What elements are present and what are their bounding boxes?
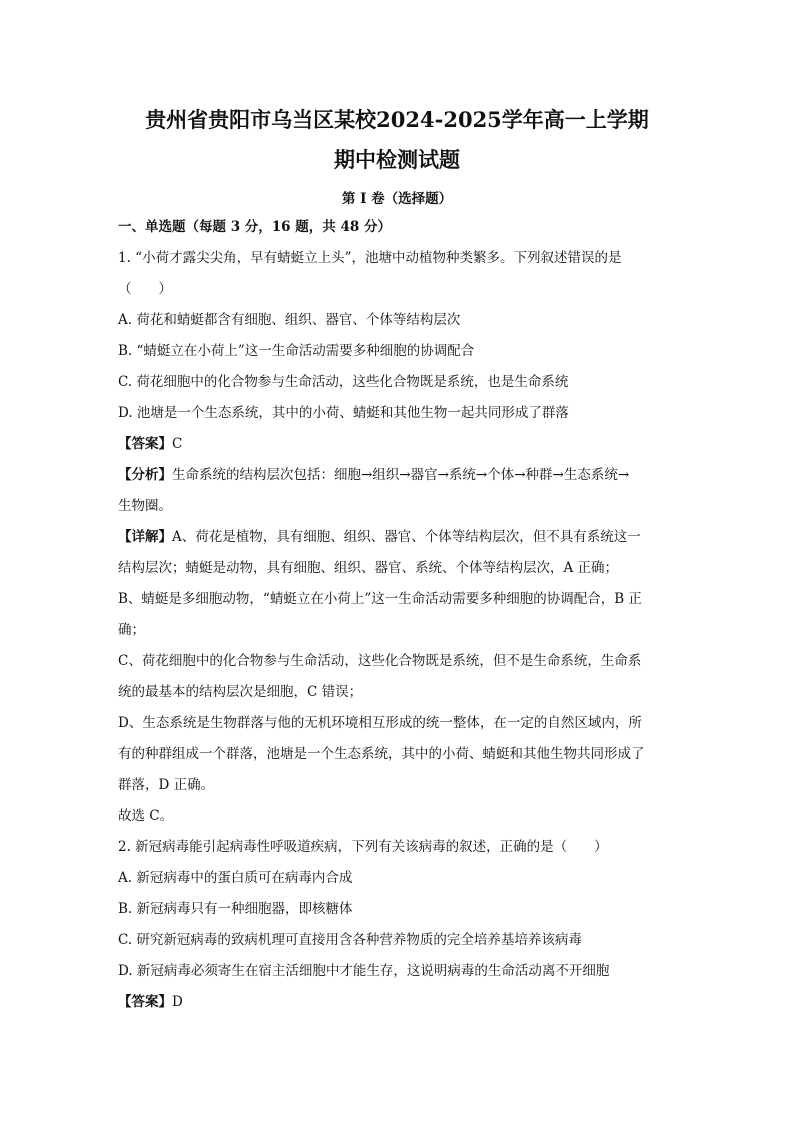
q1-answer (118, 429, 676, 460)
answer-value: C (172, 436, 183, 452)
q1-detail-line5: C、荷花细胞中的化合物参与生命活动，这些化合物既是系统，但不是生命系统，生命系 (118, 653, 642, 669)
q1-detail-line7: D、生态系统是生物群落与他的无机环境相互形成的统一整体，在一定的自然区域内，所 (118, 715, 642, 731)
answer-tag: 【答案】 (118, 994, 172, 1010)
q2-stem: 2. 新冠病毒能引起病毒性呼吸道疾病，下列有关该病毒的叙述，正确的是（ ） (118, 839, 608, 855)
q1-detail-line1 (118, 522, 676, 553)
q2-option-d: D. 新冠病毒必须寄生在宿主活细胞中才能生存，这说明病毒的生命活动离不开细胞 (118, 963, 610, 979)
q1-stem-line2: （ ） (118, 281, 172, 297)
q1-detail-line9: 群落，D 正确。 (118, 777, 215, 793)
detail-tag: 【详解】 (118, 529, 172, 545)
q1-option-d: D. 池塘是一个生态系统，其中的小荷、蜻蜓和其他生物一起共同形成了群落 (118, 405, 569, 421)
question-2 (118, 832, 676, 1018)
q1-detail-line3: B、蜻蜓是多细胞动物，“蜻蜓立在小荷上”这一生命活动需要多种细胞的协调配合，B 正 (118, 591, 642, 607)
q1-stem-line1: 1. “小荷才露尖尖角，早有蜻蜓立上头”，池塘中动植物种类繁多。下列叙述错误的是 (118, 250, 622, 266)
q1-analysis-line2: 生物圈。 (118, 498, 172, 514)
q1-detail-line6: 统的最基本的结构层次是细胞，C 错误； (118, 684, 363, 700)
part-heading: 一、单选题（每题 3 分，16 题，共 48 分） (118, 219, 391, 235)
q1-detail-line8: 有的种群组成一个群落，池塘是一个生态系统，其中的小荷、蜻蜓和其他生物共同形成了 (118, 746, 645, 762)
question-1 (118, 243, 676, 832)
document-title-line2: 期中检测试题 (334, 147, 460, 172)
q1-option-a: A. 荷花和蜻蜓都含有细胞、组织、器官、个体等结构层次 (118, 312, 461, 328)
q2-option-a: A. 新冠病毒中的蛋白质可在病毒内合成 (118, 870, 353, 886)
q1-option-b: B. “蜻蜓立在小荷上”这一生命活动需要多种细胞的协调配合 (118, 343, 475, 359)
analysis-tag: 【分析】 (118, 467, 172, 483)
document-title-line1: 贵州省贵阳市乌当区某校2024-2025学年高一上学期 (145, 107, 649, 132)
answer-value: D (172, 994, 183, 1010)
q2-option-c: C. 研究新冠病毒的致病机理可直接用含各种营养物质的完全培养基培养该病毒 (118, 932, 582, 948)
q2-option-b: B. 新冠病毒只有一种细胞器，即核糖体 (118, 901, 353, 917)
q1-option-c: C. 荷花细胞中的化合物参与生命活动，这些化合物既是系统，也是生命系统 (118, 374, 569, 390)
q1-conclusion: 故选 C。 (118, 808, 174, 824)
analysis-text: 生命系统的结构层次包括：细胞→组织→器官→系统→个体→种群→生态系统→ (172, 467, 630, 483)
q2-answer (118, 987, 676, 1018)
section-label: 第 I 卷（选择题） (341, 191, 453, 207)
answer-tag: 【答案】 (118, 436, 172, 452)
q1-detail-line2: 结构层次；蜻蜓是动物，具有细胞、组织、器官、系统、个体等结构层次，A 正确； (118, 560, 619, 576)
detail-text: A、荷花是植物，具有细胞、组织、器官、个体等结构层次，但不具有系统这一 (172, 529, 641, 545)
q1-detail-line4: 确； (118, 622, 145, 638)
q1-analysis-line1 (118, 460, 676, 491)
